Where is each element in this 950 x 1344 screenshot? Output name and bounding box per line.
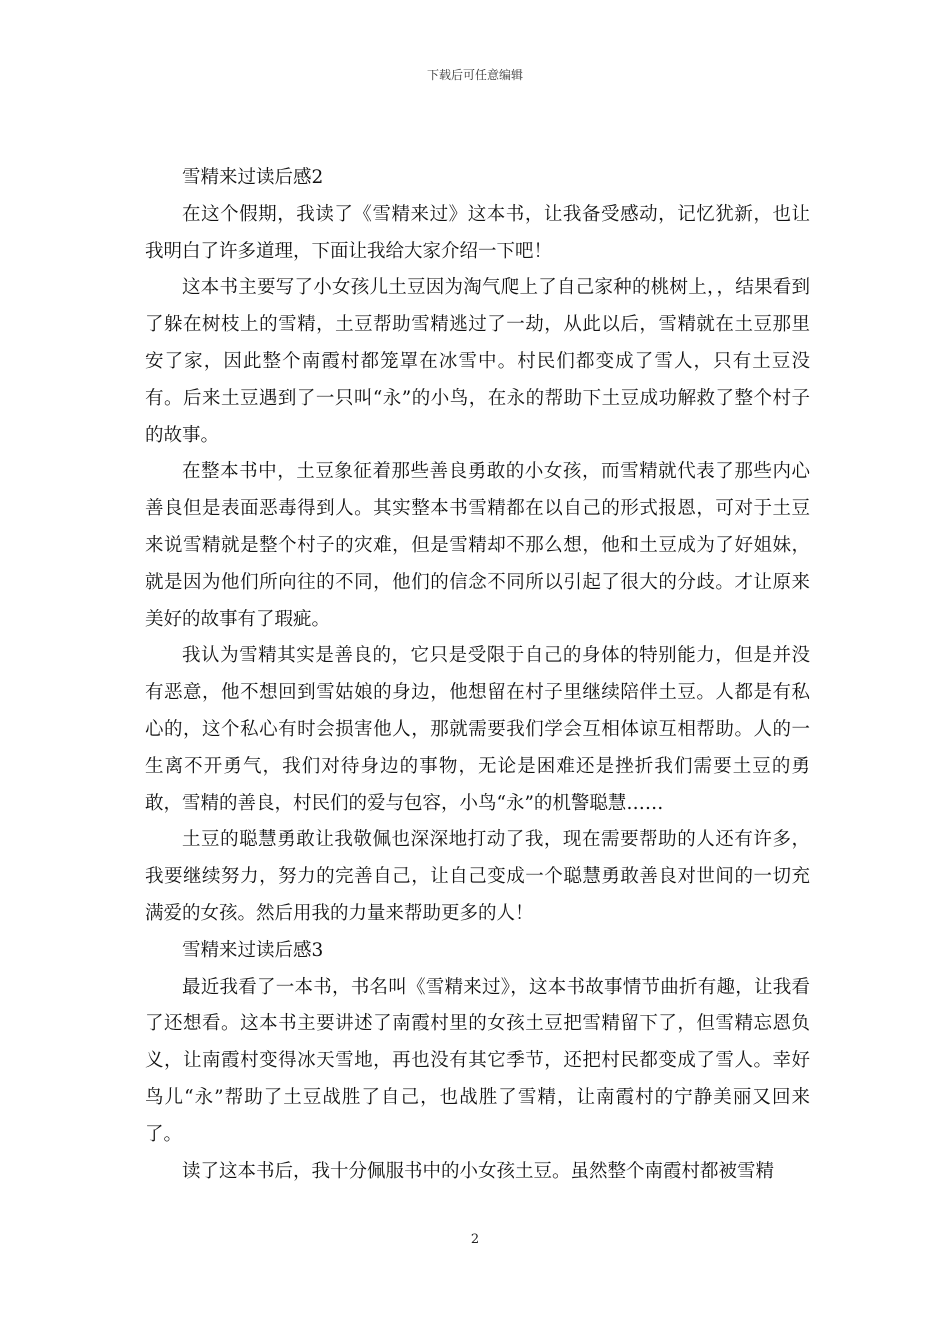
body-paragraph: 土豆的聪慧勇敢让我敬佩也深深地打动了我，现在需要帮助的人还有许多，我要继续努力，努力的完善自己，让自己变成一个聪慧勇敢善良对世间的一切充满爱的女孩。然后用我的力量来帮助更多的人！: [145, 829, 810, 924]
section-title: 雪精来过读后感3: [182, 939, 324, 961]
page-header: 下载后可任意编辑: [426, 68, 523, 82]
body-paragraph: 我认为雪精其实是善良的，它只是受限于自己的身体的特别能力，但是并没有恶意，他不想回到雪姑娘的身边，他想留在村子里继续陪伴土豆。人都是有私心的，这个私心有时会损害他人，那就需要我们学会互相体谅互相帮助。人的一生离不开勇气，我们对待身边的事物，无论是困难还是挫折我们需要土豆的勇敢，雪精的善良，村民们的爱与包容，小鸟“永”的机警聪慧……: [145, 645, 810, 814]
body-paragraph: 读了这本书后，我十分佩服书中的小女孩土豆。虽然整个南霞村都被雪精: [182, 1160, 775, 1182]
body-paragraph: 在这个假期，我读了《雪精来过》这本书，让我备受感动，记忆犹新，也让我明白了许多道理，下面让我给大家介绍一下吧！: [145, 203, 810, 262]
document-body: [145, 160, 810, 1190]
page-number: 2: [470, 1232, 480, 1247]
body-paragraph: 这本书主要写了小女孩儿土豆因为淘气爬上了自己家种的桃树上，，结果看到了躲在树枝上的雪精，土豆帮助雪精逃过了一劫，从此以后，雪精就在土豆那里安了家，因此整个南霞村都笼罩在冰雪中。村民们都变成了雪人，只有土豆没有。后来土豆遇到了一只叫“永”的小鸟，在永的帮助下土豆成功解救了整个村子的故事。: [145, 277, 810, 446]
body-paragraph: 在整本书中，土豆象征着那些善良勇敢的小女孩，而雪精就代表了那些内心善良但是表面恶毒得到人。其实整本书雪精都在以自己的形式报恩，可对于土豆来说雪精就是整个村子的灾难，但是雪精却不那么想，他和土豆成为了好姐妹，就是因为他们所向往的不同，他们的信念不同所以引起了很大的分歧。才让原来美好的故事有了瑕疵。: [145, 461, 810, 630]
body-paragraph: 最近我看了一本书，书名叫《雪精来过》，这本书故事情节曲折有趣，让我看了还想看。这本书主要讲述了南霞村里的女孩土豆把雪精留下了，但雪精忘恩负义，让南霞村变得冰天雪地，再也没有其它季节，还把村民都变成了雪人。幸好鸟儿“永”帮助了土豆战胜了自己，也战胜了雪精，让南霞村的宁静美丽又回来了。: [145, 976, 810, 1145]
section-title: 雪精来过读后感2: [182, 167, 324, 188]
